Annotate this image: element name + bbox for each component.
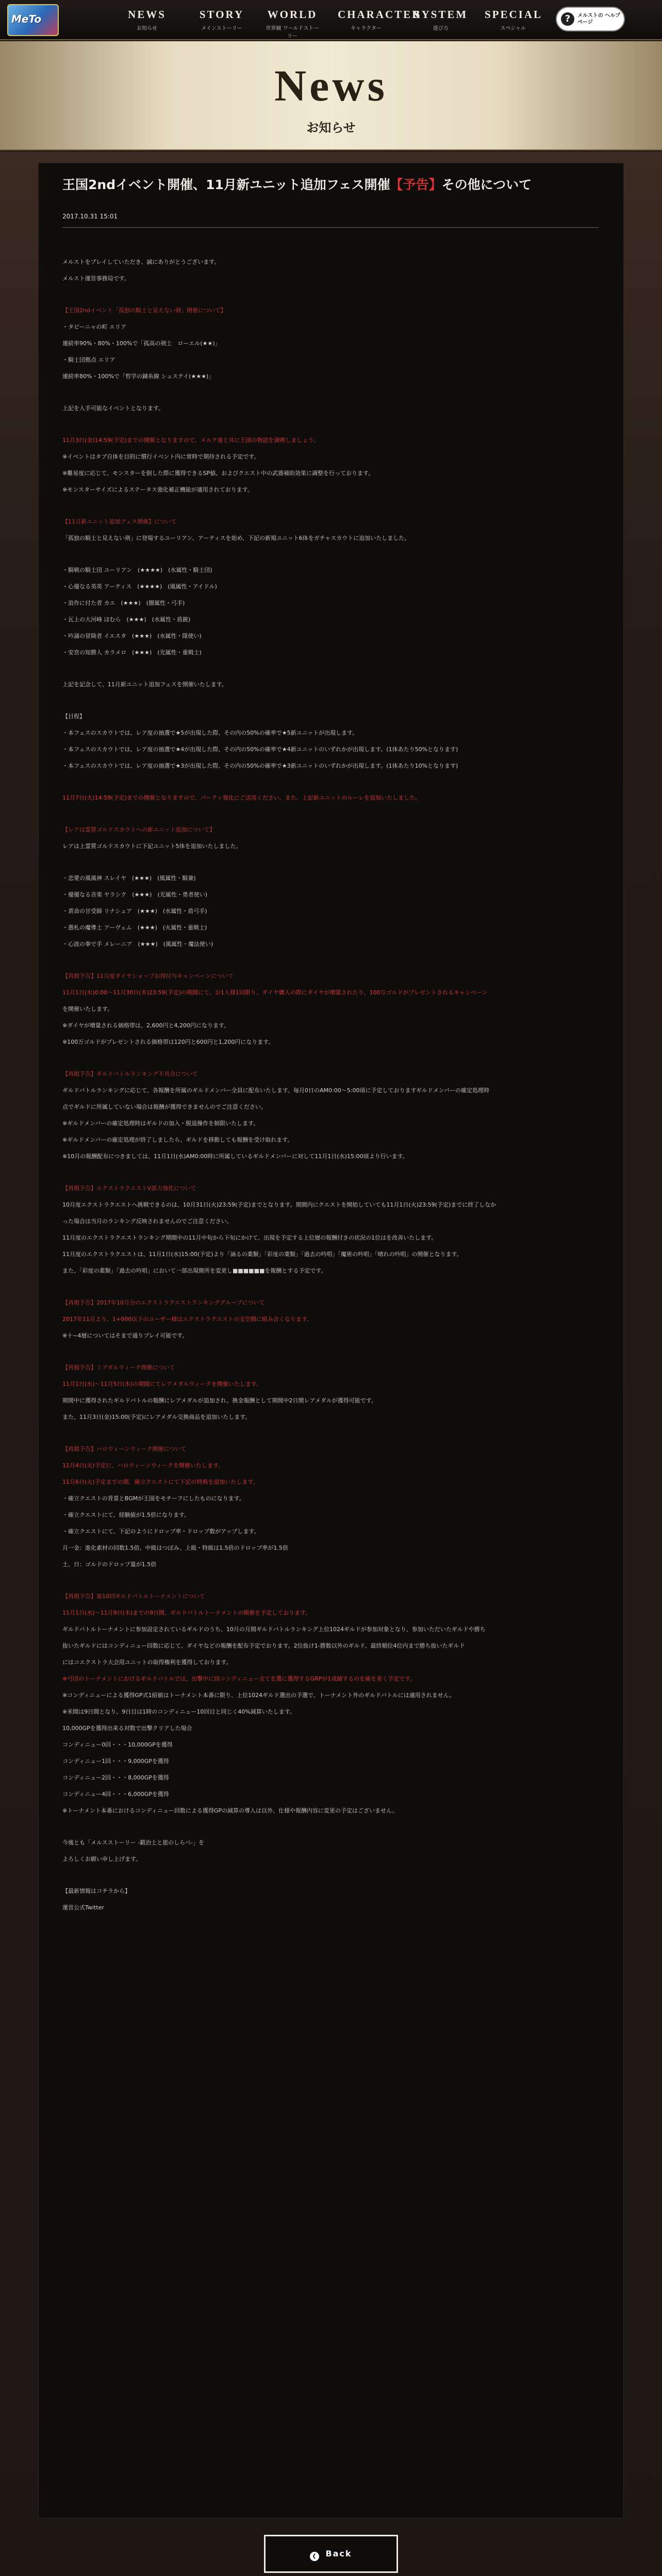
- section-heading: 【再掲予告】ミアダルウィーク開催について: [62, 1364, 175, 1371]
- body-line: ・心優なる英英 アーティス (★★★★) (風属性・アイドル): [62, 583, 217, 590]
- body-line: 今後とも「メルスストーリー -鍛冶士と旅のしらべ-」を: [62, 1839, 205, 1846]
- body-line: ※ギルドメンバーの確定処理が終了しましたら、ギルドを移動しても報酬を受け取れます。: [62, 1137, 293, 1143]
- body-line: ※難易度に応じて、モンスターを倒した際に獲得できるSP値、およびクエスト中の武器補助効果に調整を行っております。: [62, 470, 374, 477]
- body-line: コンディニュー1回・・・9,000GPを獲得: [62, 1758, 169, 1765]
- body-line: 11月6日(火)予定までの間、確立クエストにて下記の特典を追加いたします。: [62, 1479, 259, 1485]
- body-line: ※米間は9日間となり、9日目は1時のコンディニュー10回目と同じく40%減算いたします。: [62, 1708, 295, 1715]
- spacer: [62, 385, 599, 400]
- article-body: [62, 254, 599, 1916]
- body-line: 10,000GPを獲得出来る対数で出撃クリアした場合: [62, 1725, 192, 1732]
- body-line: ※トーナメント本番におけるコンディニュー回数による獲得GPの減算の導入は以外、仕様や報酬内容に変更の予定はございません。: [62, 1807, 398, 1814]
- body-line: 上記を入手可能なイベントとなります。: [62, 405, 164, 412]
- body-line: コンディニュー2回・・・8,000GPを獲得: [62, 1774, 169, 1781]
- back-label: Back: [325, 2549, 352, 2558]
- body-line: 点でギルドに所属していない場合は報酬が獲得できませんのでご注意ください。: [62, 1104, 267, 1110]
- nav-item-news[interactable]: NEWS お知らせ: [128, 8, 166, 31]
- news-article: [38, 163, 624, 2518]
- spacer: [62, 1868, 599, 1883]
- body-line: ・瓦上の大河峰 ほむら (★★★) (水属性・盾銃): [62, 616, 191, 623]
- body-line: 【最新情報はコチラから】: [62, 1888, 130, 1894]
- body-line: ・恋愛の風風神 スレイヤ (★★★) (風属性・騎兼): [62, 875, 196, 882]
- body-line: ※ダイヤが増量される価格帯は、2,600円と4,200円になります。: [62, 1022, 230, 1029]
- body-line: 連続率80%・100%で「哲学の錬糸線 シュステイ(★★★)」: [62, 373, 214, 380]
- nav-item-world[interactable]: WORLD 世界観 ワールドストーリー: [266, 8, 319, 39]
- section-heading: 【再掲予告】11月度ダイヤショップお得付与キャンペーンについて: [62, 973, 234, 979]
- body-line: 「孤独の騎士と見えない剣」に登場するユーリアン、アーティスを始め、下記の新規ユニット6体をガチャスカウトに追加いたしました。: [62, 535, 410, 541]
- back-button[interactable]: [264, 2535, 398, 2573]
- body-line: 期間中に獲得されたギルドバトルの報酬にレアメダルが追加され、換金報酬として期間中2日間レアメダルが獲得可能です。: [62, 1397, 377, 1404]
- section-heading: 【レアは霊質ゴルドスカウトへの新ユニット追加について】: [62, 826, 216, 833]
- body-line: にはコエクストラ大会用ユニットの取得権利を獲得しております。: [62, 1659, 232, 1666]
- body-line: ・本フェスのスカウトでは、レア度の抽選で★3が出現した際、その内の50%の確率で★3新ユニットのいずれかが出現します。(1体あたり10%となります): [62, 762, 458, 769]
- spacer: [62, 1279, 599, 1295]
- body-line: よろしくお願い申し上げます。: [62, 1856, 142, 1862]
- global-nav: [0, 0, 662, 40]
- spacer: [62, 953, 599, 968]
- preview-tag: 【予告】: [390, 177, 442, 192]
- nav-item-story[interactable]: STORY メインストーリー: [199, 8, 244, 31]
- body-line: ※コンディニューによる獲得GP式1紹値はトーナメント本番に限り、上位1024ギルド選出の予選で、トーナメント外のギルドバトルには適用されません。: [62, 1692, 455, 1699]
- page-banner: [0, 41, 662, 150]
- body-line: コンディニュー4回・・・6,000GPを獲得: [62, 1791, 169, 1798]
- body-line: ※モンスターサイズによるステータス強化補正機能が適用されております。: [62, 486, 253, 493]
- section-heading: 【再掲予告】第10回ギルドバトルトーナメントについて: [62, 1593, 205, 1600]
- section-heading: 【再掲予告】ハロウィーンウィーク開催について: [62, 1446, 187, 1452]
- spacer: [62, 1344, 599, 1360]
- body-line: メルストをプレイしていただき、誠にありがとうございます。: [62, 259, 220, 265]
- body-line: 連続率90%・80%・100%で「孤高の剣士 ローエル(★★)」: [62, 340, 221, 347]
- page-subtitle: お知らせ: [306, 120, 356, 135]
- body-line: ※100万ゴルドがプレゼントされる価格帯は120円と600円と1,200円になります。: [62, 1039, 274, 1045]
- page-title: News: [274, 61, 388, 110]
- body-line: ・タビーニャの町 エリア: [62, 324, 127, 330]
- spacer: [62, 498, 599, 514]
- section-heading: 【再掲予告】ギルドバトルランキング不具合について: [62, 1071, 198, 1077]
- body-line: メルスト運営事務局です。: [62, 275, 130, 282]
- body-line: った場合は当月のランキング反映されませんのでご注意ください。: [62, 1218, 233, 1225]
- body-line: ・本フェスのスカウトでは、レア度の抽選で★4が出現した際、その内の50%の確率で★4新ユニットのいずれかが出現します。(1体あたり50%となります): [62, 746, 458, 753]
- spacer: [62, 417, 599, 432]
- body-line: を開催いたします。: [62, 1006, 113, 1012]
- spacer: [62, 1165, 599, 1180]
- body-line: ・優優なる音楽 ヤラシク (★★★) (光属性・勇者使い): [62, 891, 208, 898]
- body-line: 【目程】: [62, 713, 85, 720]
- body-line: 11月1日(水)～11月9日(木)までの9日間、ギルドバトルトーナメントの開催を予定しております。: [62, 1609, 311, 1616]
- body-line: 11月4日(火)予定に、ハロウィーンウィークを開催いたします。: [62, 1462, 224, 1469]
- spacer: [62, 774, 599, 790]
- body-line: 11月3日(金)14:59(予定)までの開催となりますので、メルク達と共に王国の物語を満喫しましょう。: [62, 437, 320, 444]
- body-line: 11月1日(水)～11月5日(木)の期間にてレアメダルウィークを開催いたします。: [62, 1381, 262, 1387]
- body-line: ・心波の拳で手 メレーニア (★★★) (風属性・魔法使い): [62, 941, 213, 947]
- nav-item-character[interactable]: CHARACTER キャラクター: [338, 8, 422, 31]
- body-line: コンディニュー0回・・・10,000GPを獲得: [62, 1741, 173, 1748]
- body-line: ※イベントはタブ自体を目的に慣行イベント内に常時で期待される予定です。: [62, 453, 260, 460]
- body-line: ※ギルドメンバーの確定処理時はギルドの加入・脱退操作を制限いたします。: [62, 1120, 259, 1127]
- chevron-left-icon: ❮: [310, 2552, 319, 2561]
- body-line: ギルドバトルトーナメントに参加設定されているギルドのうち、10月の月間ギルドバトルランキング上位1024ギルドが参加対象となり、参加いただいたギルドや勝ち: [62, 1626, 486, 1633]
- nav-item-special[interactable]: SPECIAL スペシャル: [485, 8, 543, 31]
- body-line: ・確立クエストにて、経験値が1.5倍になります。: [62, 1512, 190, 1518]
- spacer: [62, 1573, 599, 1588]
- body-line: ギルドバトルランキングに応じて、各報酬を所属のギルドメンバー全員に配布いたします。毎月0日のAM0:00～5:00頃に予定しておりますギルドメンバーの確定処理時: [62, 1087, 490, 1094]
- spacer: [62, 661, 599, 676]
- body-line: レアは上霊質ゴルドスカウトに下記ユニット5体を追加いたしました。: [62, 843, 242, 850]
- logo-text: MeTo: [11, 13, 42, 25]
- section-heading: 【王国2ndイベント「孤独の騎士と見えない剣」開催について】: [62, 307, 226, 314]
- body-line: 土、日：ゴルドのドロップ量が1.5倍: [62, 1561, 157, 1568]
- body-line: 11月度のエクストラクエストランキング期間中の11月中旬から下旬にかけて、出現を予定する上位層の報酬付きの状況の1位はを改善いたします。: [62, 1234, 437, 1241]
- body-line: ・確立クエストにて、下記のようにドロップ率・ドロップ数がアップします。: [62, 1528, 260, 1535]
- body-line: 10月度エクストラクエストへ挑戦できるのは、10月31日(火)23:59(予定)までとなります。期間内にクエストを開始していても11月1日(火)23:59(予定)までに終了しなか: [62, 1201, 496, 1208]
- spacer: [62, 1426, 599, 1441]
- spacer: [62, 693, 599, 708]
- section-heading: 【再掲予告】エクストラクエストV部力強化について: [62, 1185, 196, 1192]
- body-line: 抜いたギルドにはコンディニュー回数に応じて、ダイヤなどの報酬を配布予定でおります。2位抜け1-勝数以外のギルド、最終順位4位内まで勝ち抜いたギルド: [62, 1642, 465, 1649]
- body-line: 運営公式Twitter: [62, 1904, 104, 1911]
- body-line: 11月度のエクストラクエストは、11月1日(水)15:00(予定)より「滴るの薬類」「彩度の薬類」「過去の吟唱」「魔術の吟唱」「晴れの吟唱」の開催となります。: [62, 1251, 462, 1258]
- article-date: 2017.10.31 15:01: [62, 213, 118, 220]
- body-line: ※弓団のトーナメントにおけるギルドバトルでは、出撃中に回コンディニュー全てを選に獲得するGRPが1成績するのを確を省く予定です。: [62, 1675, 416, 1682]
- body-line: 上記を記念して、11月新ユニット追加フェスを開催いたします。: [62, 681, 227, 688]
- body-line: ・本フェスのスカウトでは、レア度の抽選で★5が出現した際、その内の50%の確率で★5新ユニットが出現します。: [62, 730, 358, 736]
- body-line: ・黄命の甘受師 リナシュア (★★★) (水属性・盾弓手): [62, 908, 207, 914]
- body-line: ・浪作に付た者 カエ (★★★) (闇属性・弓手): [62, 600, 185, 606]
- body-line: また、11月3日(金)15:00(予定)にレアメダル交換商品を追加いたします。: [62, 1414, 251, 1420]
- body-line: ・吟誦の冒険者 イエスタ (★★★) (水属性・隊使い): [62, 633, 202, 639]
- body-line: ※十~4層についてはそまで通りプレイ可能です。: [62, 1332, 188, 1339]
- body-line: 月一金：進化素材の回数1.5倍、中級はつぼみ、上級・特級は1.5倍のドロップ率が1.5倍: [62, 1545, 288, 1551]
- help-page-button[interactable]: [556, 7, 625, 31]
- body-line: 11月1日(水)0:00～11月30日(木)23:59(予定)の期間にて、お1人様1回限り、ダイヤ購入の際にダイヤが増量されたり、100万ゴルドがプレゼントされるキャンペーン: [62, 989, 488, 996]
- spacer: [62, 1050, 599, 1066]
- help-page-label: メルストの ヘルプページ: [577, 13, 621, 25]
- nav-item-system[interactable]: SYSTEM 遊び方: [413, 8, 468, 31]
- body-line: ・騎戦の騎士団 ユーリアン (★★★★) (水属性・騎士団): [62, 567, 212, 573]
- help-icon: ?: [561, 12, 574, 26]
- spacer: [62, 287, 599, 302]
- body-line: ・愚札の魔導士 アーヴェム (★★★) (火属性・重戦士): [62, 924, 207, 931]
- body-line: ・安宮の知勝人 カラメロ (★★★) (光属性・重戦士): [62, 649, 202, 656]
- body-line: 11月7日(火)14:59(予定)までの開催となりますので、パーティ強化にご活用ください。また、上記新ユニットのルーレを追加いたしました。: [62, 794, 421, 801]
- spacer: [62, 806, 599, 822]
- spacer: [62, 547, 599, 562]
- article-title: 王国2ndイベント開催、11月新ユニット追加フェス開催【予告】その他について: [62, 177, 532, 192]
- section-heading: 【再掲予告】2017年10月分のエクストラクエストランキンググループについて: [62, 1299, 265, 1306]
- spacer: [62, 855, 599, 870]
- body-line: 2017年11月より、1+000以下のユーザー様はエクストラクエストの支空間に組み合くなります。: [62, 1316, 312, 1323]
- section-heading: 【11月新ユニット追加フェス開催】について: [62, 518, 177, 525]
- body-line: ・騎士団拠点 エリア: [62, 357, 115, 363]
- spacer: [62, 1819, 599, 1835]
- body-line: ・確立クエストの背景とBGMが王国をモチーフにしたものになります。: [62, 1495, 245, 1502]
- game-logo[interactable]: [7, 4, 59, 36]
- body-line: ※10月の報酬配布につきましては、11月1日(水)AM0:00時に所属しているギルドメンバーに対して11月1日(水)15:00頃より行います。: [62, 1153, 408, 1160]
- divider: [62, 227, 599, 228]
- body-line: また、「彩度の薬類」「過去の吟唱」において一部出現箇所を変更し■■■■■■を報酬とする予定です。: [62, 1267, 327, 1274]
